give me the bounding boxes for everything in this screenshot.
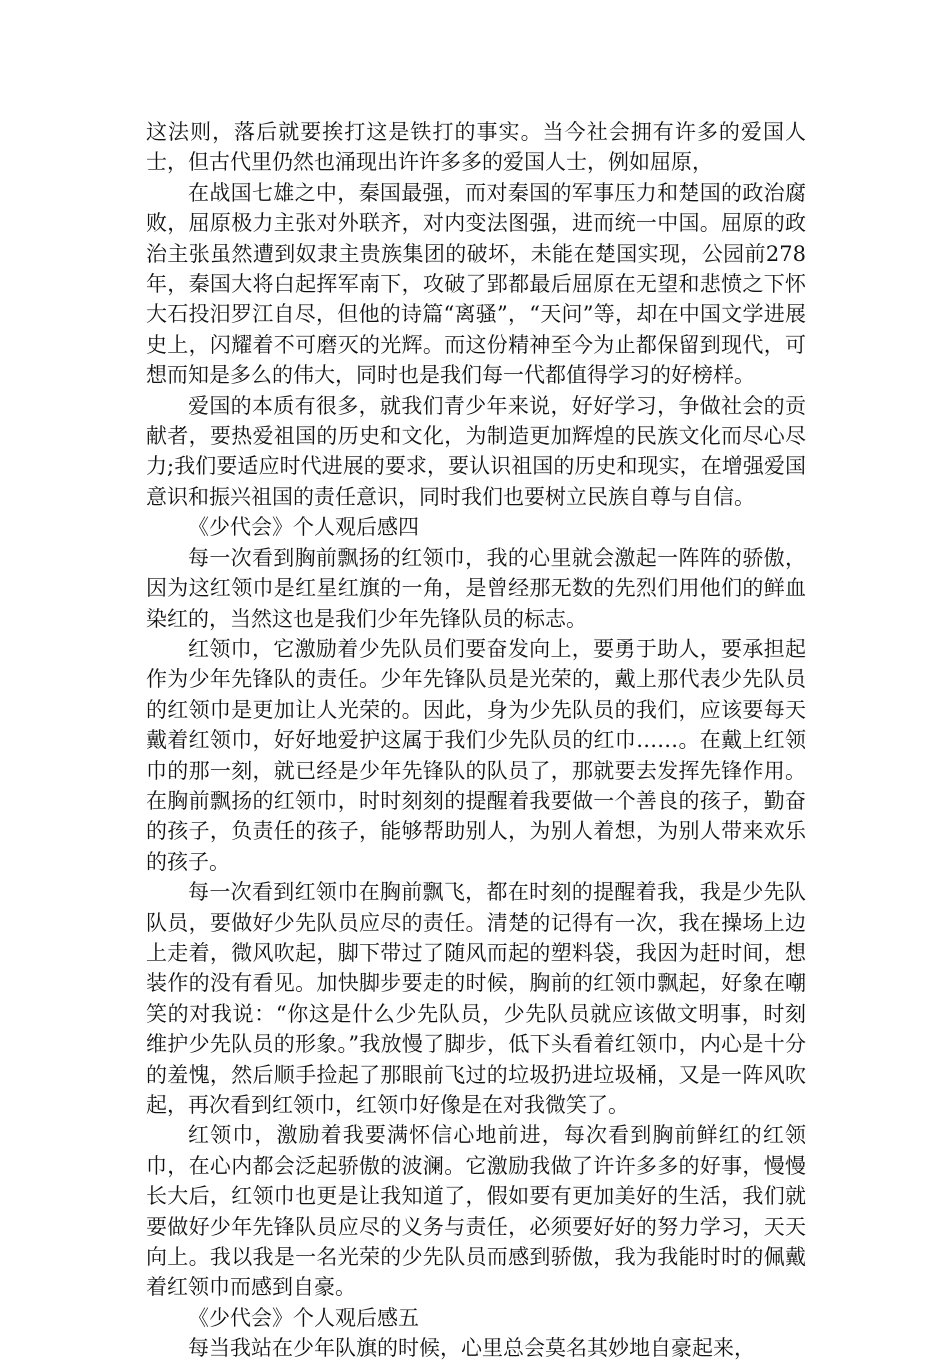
paragraph: 在战国七雄之中，秦国最强，而对秦国的军事压力和楚国的政治腐败，屈原极力主张对外联齐，对内变法图强，进而统一中国。屈原的政治主张虽然遭到奴隶主贵族集团的破坏，未能在楚国实现，公园前278年，秦国大将白起挥军南下，攻破了郢都最后屈原在无望和悲愤之下怀大石投汨罗江自尽，但他的诗篇“离骚”，“天问”等，却在中国文学进展史上，闪耀着不可磨灭的光辉。而这份精神至今为止都保留到现代，可想而知是多么的伟大，同时也是我们每一代都值得学习的好榜样。 xyxy=(146,180,806,388)
paragraph: 每一次看到红领巾在胸前飘飞，都在时刻的提醒着我，我是少先队队员，要做好少先队员应尽的责任。清楚的记得有一次，我在操场上边上走着，微风吹起，脚下带过了随风而起的塑料袋，我因为赶时间，想装作的没有看见。加快脚步要走的时候，胸前的红领巾飘起，好象在嘲笑的对我说：“你这是什么少先队员，少先队员就应该做文明事，时刻维护少先队员的形象。”我放慢了脚步，低下头看着红领巾，内心是十分的羞愧，然后顺手捡起了那眼前飞过的垃圾扔进垃圾桶，又是一阵风吹起，再次看到红领巾，红领巾好像是在对我微笑了。 xyxy=(146,880,806,1117)
paragraph: 每一次看到胸前飘扬的红领巾，我的心里就会激起一阵阵的骄傲，因为这红领巾是红星红旗的一角，是曾经那无数的先烈们用他们的鲜血染红的，当然这也是我们少年先锋队员的标志。 xyxy=(146,545,806,631)
paragraph: 每当我站在少年队旗的时候，心里总会莫名其妙地自豪起来， xyxy=(188,1336,755,1361)
paragraph: 红领巾，它激励着少先队员们要奋发向上，要勇于助人，要承担起作为少年先锋队的责任。少年先锋队员是光荣的，戴上那代表少先队员的红领巾是更加让人光荣的。因此，身为少先队员的我们，应该要每天戴着红领巾，好好地爱护这属于我们少先队员的红巾……。在戴上红领巾的那一刻，就已经是少年先锋队的队员了，那就要去发挥先锋作用。在胸前飘扬的红领巾，时时刻刻的提醒着我要做一个善良的孩子，勤奋的孩子，负责任的孩子，能够帮助别人，为别人着想，为别人带来欢乐的孩子。 xyxy=(146,636,806,874)
paragraph: 这法则，落后就要挨打这是铁打的事实。当今社会拥有许多的爱国人士，但古代里仍然也涌现出许许多多的爱国人士，例如屈原， xyxy=(146,120,806,175)
section-heading: 《少代会》个人观后感五 xyxy=(188,1305,419,1330)
paragraph: 爱国的本质有很多，就我们青少年来说，好好学习，争做社会的贡献者，要热爱祖国的历史和文化，为制造更加辉煌的民族文化而尽心尽力;我们要适应时代进展的要求，要认识祖国的历史和现实，在增强爱国意识和振兴祖国的责任意识，同时我们也要树立民族自尊与自信。 xyxy=(146,393,806,509)
section-heading: 《少代会》个人观后感四 xyxy=(188,515,419,540)
paragraph: 红领巾，激励着我要满怀信心地前进，每次看到胸前鲜红的红领巾，在心内都会泛起骄傲的波澜。它激励我做了许许多多的好事，慢慢长大后，红领巾也更是让我知道了，假如要有更加美好的生活，我们就要做好少年先锋队员应尽的义务与责任，必须要好好的努力学习，天天向上。我以我是一名光荣的少先队员而感到骄傲，我为我能时时的佩戴着红领巾而感到自豪。 xyxy=(146,1123,806,1300)
document-body xyxy=(146,117,806,1364)
